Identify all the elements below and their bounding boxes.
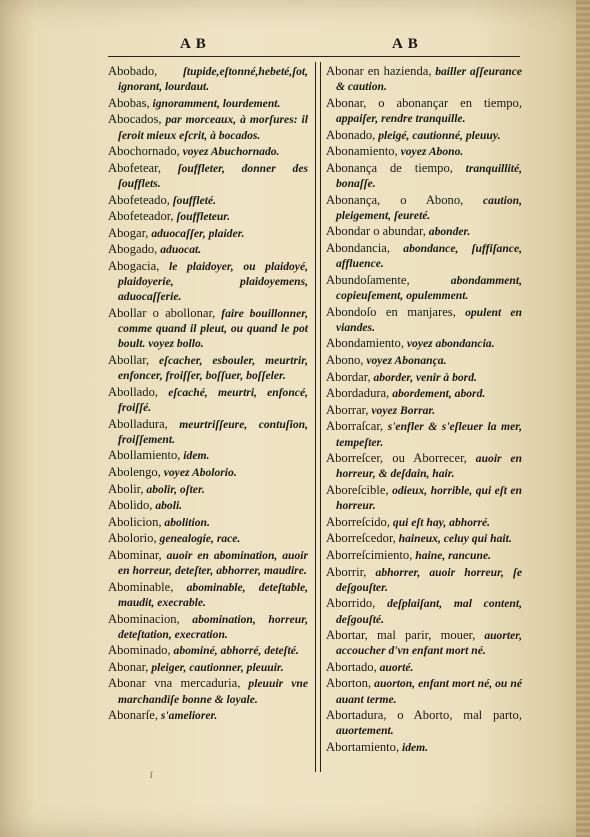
dictionary-entry bbox=[108, 64, 308, 94]
right-column bbox=[326, 64, 522, 757]
dictionary-entry bbox=[108, 612, 308, 642]
dictionary-entry bbox=[108, 96, 308, 111]
entry-headword: Aborreſcimiento, bbox=[326, 547, 413, 562]
entry-definition: abhorrer, auoir horreur, ſe deſgouſter. bbox=[336, 565, 522, 594]
entry-headword: Abogado, bbox=[108, 242, 158, 257]
dictionary-entry bbox=[326, 353, 522, 368]
entry-definition: pleigé, cautionné, pleuuy. bbox=[375, 128, 501, 142]
entry-definition: voyez Abono. bbox=[397, 145, 464, 159]
dictionary-entry bbox=[326, 515, 522, 530]
dictionary-entry bbox=[326, 224, 522, 239]
entry-definition: eſcaché, meurtri, enfoncé, froiſſé. bbox=[118, 385, 308, 414]
entry-headword: Abondancia, bbox=[326, 240, 390, 255]
column-divider bbox=[315, 62, 321, 772]
entry-definition: auorté. bbox=[376, 660, 414, 674]
dictionary-entry bbox=[326, 676, 522, 706]
entry-definition: aduocaſſer, plaider. bbox=[148, 226, 245, 240]
dictionary-entry bbox=[108, 515, 308, 530]
dictionary-entry bbox=[326, 241, 522, 271]
dictionary-entry bbox=[326, 336, 522, 351]
entry-headword: Abolladura, bbox=[108, 416, 168, 431]
entry-headword: Aborreſcer, ou Aborrecer, bbox=[326, 451, 467, 466]
entry-definition: genealogie, race. bbox=[156, 532, 241, 546]
page-edge bbox=[576, 0, 590, 837]
entry-definition: aborder, venir à bord. bbox=[370, 370, 477, 384]
entry-headword: Abolicion, bbox=[108, 514, 162, 529]
entry-headword: Abofetear, bbox=[108, 160, 161, 175]
entry-definition: tranquillité, bonaſſe. bbox=[336, 161, 522, 190]
entry-headword: Abofeteado, bbox=[108, 192, 170, 207]
dictionary-entry bbox=[108, 193, 308, 208]
entry-headword: Abominar, bbox=[108, 547, 162, 562]
entry-headword: Abonado, bbox=[326, 127, 376, 142]
dictionary-entry bbox=[108, 242, 308, 257]
entry-headword: Abominado, bbox=[108, 643, 171, 658]
entry-headword: Abolir, bbox=[108, 481, 144, 496]
entry-definition: odieux, horrible, qui eſt en horreur. bbox=[336, 483, 522, 513]
entry-definition: ſouffleteur. bbox=[173, 210, 231, 224]
dictionary-entry bbox=[108, 708, 308, 723]
entry-definition: appaiſer, rendre tranquille. bbox=[336, 112, 466, 125]
entry-definition: ignoramment, lourdement. bbox=[149, 96, 281, 110]
entry-headword: Abonança de tiempo, bbox=[326, 160, 453, 175]
entry-headword: Abofeteador, bbox=[108, 209, 174, 224]
entry-definition: pleuuir vne marchandiſe bonne & loyale. bbox=[118, 677, 308, 706]
entry-headword: Abocados, bbox=[108, 112, 162, 127]
entry-definition: aboli. bbox=[152, 499, 183, 513]
dictionary-entry bbox=[326, 628, 522, 658]
dictionary-entry bbox=[326, 161, 522, 191]
entry-definition: idem. bbox=[180, 449, 210, 463]
entry-headword: Abonar en hazienda, bbox=[326, 64, 432, 78]
entry-definition: voyez Abonança. bbox=[363, 353, 447, 367]
entry-headword: Abolido, bbox=[108, 498, 153, 513]
dictionary-entry bbox=[108, 482, 308, 497]
entry-definition: auorter, accoucher d'vn enfant mort né. bbox=[336, 629, 523, 658]
entry-headword: Abonamiento, bbox=[326, 144, 398, 159]
entry-headword: Abonar, bbox=[108, 659, 149, 674]
entry-headword: Abollar, bbox=[108, 352, 150, 367]
entry-definition: auoir en horreur, & deſdain, hair. bbox=[336, 452, 523, 481]
dictionary-entry bbox=[326, 96, 522, 126]
dictionary-entry bbox=[108, 144, 308, 159]
catchword: ſ bbox=[150, 770, 153, 780]
dictionary-entry bbox=[326, 531, 522, 546]
dictionary-entry bbox=[326, 128, 522, 143]
entry-headword: Aborraſcar, bbox=[326, 419, 384, 434]
entry-definition: haineux, celuy qui hait. bbox=[395, 532, 512, 546]
dictionary-entry bbox=[326, 403, 522, 418]
entry-definition: le plaidoyer, ou plaidoyé, plaidoyerie, plaidoyemens, aduocaſſerie. bbox=[118, 259, 308, 304]
dictionary-entry bbox=[326, 193, 522, 223]
dictionary-entry bbox=[326, 419, 522, 449]
dictionary-entry bbox=[326, 370, 522, 385]
dictionary-entry bbox=[108, 465, 308, 480]
entry-definition: abomination, horreur, deteſtation, execration. bbox=[118, 612, 308, 641]
dictionary-entry bbox=[108, 259, 308, 305]
entry-headword: Abonar vna mercaduria, bbox=[108, 676, 241, 691]
entry-headword: Abondar o abundar, bbox=[326, 224, 426, 239]
entry-definition: caution, pleigement, ſeureté. bbox=[336, 193, 523, 222]
entry-definition: qui eſt hay, abhorré. bbox=[390, 515, 491, 529]
entry-definition: abondance, ſuffiſance, affluence. bbox=[336, 241, 522, 271]
entry-headword: Aborrido, bbox=[326, 596, 376, 611]
entry-headword: Abordar, bbox=[326, 369, 371, 384]
running-header bbox=[108, 36, 520, 57]
entry-headword: Abonarſe, bbox=[108, 708, 159, 723]
entry-definition: abominé, abhorré, deteſté. bbox=[170, 644, 299, 658]
dictionary-entry bbox=[326, 483, 522, 513]
entry-definition: ſouffleté. bbox=[169, 193, 217, 207]
entry-definition: eſcacher, esbouler, meurtrir, enfoncer, froiſſer, boſſuer, boſſeler. bbox=[118, 353, 308, 383]
entry-definition: faire bouillonner, comme quand il pleut, ou quand le pot boult. voyez bollo. bbox=[118, 306, 308, 351]
dictionary-entry bbox=[326, 740, 522, 755]
entry-headword: Abogacia, bbox=[108, 258, 160, 273]
dictionary-entry bbox=[108, 676, 308, 706]
entry-definition: opulent en viandes. bbox=[336, 305, 522, 334]
entry-headword: Abondoſo en manjares, bbox=[326, 304, 456, 319]
entry-headword: Aborton, bbox=[326, 676, 372, 691]
dictionary-entry bbox=[108, 306, 308, 352]
entry-headword: Aborrir, bbox=[326, 564, 367, 579]
entry-definition: ſtupide,eſtonné,hebeté,ſot, ignorant, lourdaut. bbox=[118, 65, 308, 94]
entry-headword: Abobado, bbox=[108, 64, 158, 78]
dictionary-entry bbox=[108, 448, 308, 463]
entry-headword: Aboreſcible, bbox=[326, 482, 389, 497]
dictionary-entry bbox=[326, 596, 522, 626]
entry-headword: Abono, bbox=[326, 352, 364, 367]
entry-definition: auorton, enfant mort né, ou né auant terme. bbox=[336, 677, 522, 706]
dictionary-entry bbox=[108, 531, 308, 546]
dictionary-entry bbox=[326, 451, 522, 481]
entry-definition: pleiger, cautionner, pleuuir. bbox=[148, 660, 284, 674]
entry-headword: Abortar, mal parir, mouer, bbox=[326, 628, 476, 643]
dictionary-entry bbox=[108, 385, 308, 415]
entry-definition: idem. bbox=[399, 741, 429, 755]
dictionary-entry bbox=[326, 64, 522, 94]
entry-headword: Abonança, o Abono, bbox=[326, 192, 464, 207]
entry-headword: Abortadura, o Aborto, mal parto, bbox=[326, 708, 522, 723]
header-right: A B bbox=[392, 36, 419, 52]
dictionary-entry bbox=[326, 273, 522, 303]
entry-definition: bailler aſſeurance & caution. bbox=[336, 65, 522, 94]
entry-headword: Aborreſcedor, bbox=[326, 531, 396, 546]
dictionary-entry bbox=[108, 643, 308, 658]
dictionary-entry bbox=[326, 660, 522, 675]
entry-headword: Abonar, o abonançar en tiempo, bbox=[326, 95, 522, 110]
entry-headword: Abollado, bbox=[108, 384, 159, 399]
dictionary-entry bbox=[108, 161, 308, 191]
entry-definition: voyez Abolorio. bbox=[160, 465, 237, 479]
entry-definition: haine, rancune. bbox=[412, 548, 491, 562]
entry-definition: abolir, oſter. bbox=[143, 482, 205, 496]
dictionary-entry bbox=[108, 209, 308, 224]
entry-headword: Abundoſamente, bbox=[326, 272, 410, 287]
dictionary-entry bbox=[108, 498, 308, 513]
entry-definition: s'ameliorer. bbox=[158, 709, 218, 723]
header-left: A B bbox=[180, 36, 207, 52]
dictionary-entry bbox=[326, 144, 522, 159]
dictionary-entry bbox=[108, 226, 308, 241]
entry-definition: abolition. bbox=[161, 515, 210, 529]
dictionary-entry bbox=[326, 386, 522, 401]
entry-definition: abonder. bbox=[425, 225, 471, 239]
entry-headword: Abollar o abollonar, bbox=[108, 305, 216, 320]
entry-headword: Abortamiento, bbox=[326, 740, 400, 755]
entry-definition: deſplaiſant, mal content, deſgouſté. bbox=[336, 597, 522, 626]
dictionary-entry bbox=[326, 565, 522, 595]
dictionary-entry bbox=[108, 353, 308, 383]
entry-definition: ſouffleter, donner des ſoufflets. bbox=[118, 161, 308, 190]
entry-definition: voyez abondancia. bbox=[404, 337, 495, 351]
entry-definition: abominable, deteſtable, maudit, execrable. bbox=[118, 580, 308, 609]
entry-headword: Aborrar, bbox=[326, 402, 369, 417]
entry-headword: Abortado, bbox=[326, 659, 377, 674]
dictionary-entry bbox=[326, 548, 522, 563]
entry-definition: voyez Borrar. bbox=[368, 403, 436, 417]
dictionary-entry bbox=[326, 305, 522, 335]
entry-headword: Abominacion, bbox=[108, 611, 180, 626]
entry-headword: Abondamiento, bbox=[326, 336, 404, 351]
entry-headword: Abordadura, bbox=[326, 386, 390, 401]
dictionary-entry bbox=[108, 660, 308, 675]
entry-headword: Abochornado, bbox=[108, 144, 180, 159]
entry-definition: aduocat. bbox=[157, 243, 202, 257]
dictionary-entry bbox=[108, 548, 308, 578]
dictionary-entry bbox=[326, 708, 522, 738]
entry-definition: meurtriſſeure, contuſion, froiſſement. bbox=[118, 417, 308, 446]
entry-definition: abondamment, copieuſement, opulemment. bbox=[336, 273, 522, 302]
entry-definition: auoir en abomination, auoir en horreur, deteſter, abhorrer, maudire. bbox=[118, 548, 308, 578]
entry-headword: Abollamiento, bbox=[108, 448, 181, 463]
entry-definition: s'enfler & s'eſleuer la mer, tempeſter. bbox=[336, 420, 522, 449]
entry-headword: Aborreſcido, bbox=[326, 514, 390, 529]
entry-headword: Abobas, bbox=[108, 95, 150, 110]
entry-definition: par morceaux, à morſures: il ſeroit mieux eſcrit, à bocados. bbox=[118, 113, 308, 142]
entry-definition: voyez Abuchornado. bbox=[179, 145, 280, 159]
entry-headword: Abolengo, bbox=[108, 464, 161, 479]
dictionary-entry bbox=[108, 417, 308, 447]
dictionary-entry bbox=[108, 580, 308, 610]
entry-definition: auortement. bbox=[336, 724, 394, 738]
entry-definition: abordement, abord. bbox=[389, 387, 486, 401]
dictionary-entry bbox=[108, 112, 308, 142]
left-column bbox=[108, 64, 308, 725]
entry-headword: Abominable, bbox=[108, 579, 174, 594]
entry-headword: Abolorio, bbox=[108, 531, 157, 546]
entry-headword: Abogar, bbox=[108, 225, 149, 240]
